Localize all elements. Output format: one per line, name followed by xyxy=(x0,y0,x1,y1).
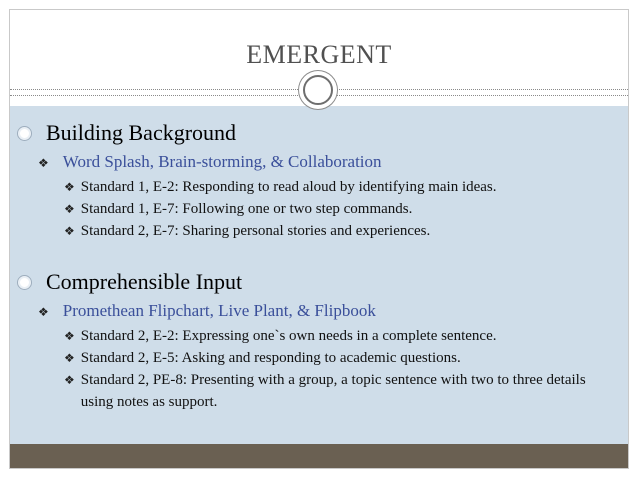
activity-text: Word Splash, Brain-storming, & Collaboration xyxy=(62,152,382,171)
diamond-bullet-icon: ❖ xyxy=(38,305,49,319)
section-heading xyxy=(10,269,628,295)
diamond-bullet-icon: ❖ xyxy=(64,329,75,343)
diamond-bullet-icon: ❖ xyxy=(64,180,75,194)
circle-bullet-icon xyxy=(17,126,32,141)
diamond-bullet-icon: ❖ xyxy=(64,373,75,387)
standard-item: ❖ Standard 2, E-5: Asking and responding to academic questions. xyxy=(64,347,628,369)
diamond-bullet-icon: ❖ xyxy=(64,202,75,216)
activity-text: Promethean Flipchart, Live Plant, & Flipbook xyxy=(62,301,376,320)
standard-item: ❖ Standard 2, E-7: Sharing personal stories and experiences. xyxy=(64,220,628,242)
standards-list xyxy=(64,176,628,242)
standard-item: ❖ Standard 1, E-2: Responding to read aloud by identifying main ideas. xyxy=(64,176,628,198)
slide xyxy=(9,9,629,469)
heading-text: Building Background xyxy=(46,120,237,145)
standard-item: ❖ Standard 1, E-7: Following one or two step commands. xyxy=(64,198,628,220)
content-area xyxy=(10,106,628,444)
standard-item: ❖ Standard 2, PE-8: Presenting with a group, a topic sentence with two to three details using notes as support. xyxy=(64,369,628,413)
diamond-bullet-icon: ❖ xyxy=(38,156,49,170)
activity-line xyxy=(38,301,628,321)
section-comprehensible-input xyxy=(10,269,628,413)
diamond-bullet-icon: ❖ xyxy=(64,224,75,238)
heading-text: Comprehensible Input xyxy=(46,269,243,294)
section-building-background xyxy=(10,120,628,242)
ring-ornament-icon xyxy=(299,71,337,109)
standard-item: ❖ Standard 2, E-2: Expressing one`s own needs in a complete sentence. xyxy=(64,325,628,347)
activity-line xyxy=(38,152,628,172)
circle-bullet-icon xyxy=(17,275,32,290)
section-heading xyxy=(10,120,628,146)
footer-bar xyxy=(10,444,628,469)
standards-list xyxy=(64,325,628,413)
slide-title: EMERGENT xyxy=(246,40,392,69)
diamond-bullet-icon: ❖ xyxy=(64,351,75,365)
